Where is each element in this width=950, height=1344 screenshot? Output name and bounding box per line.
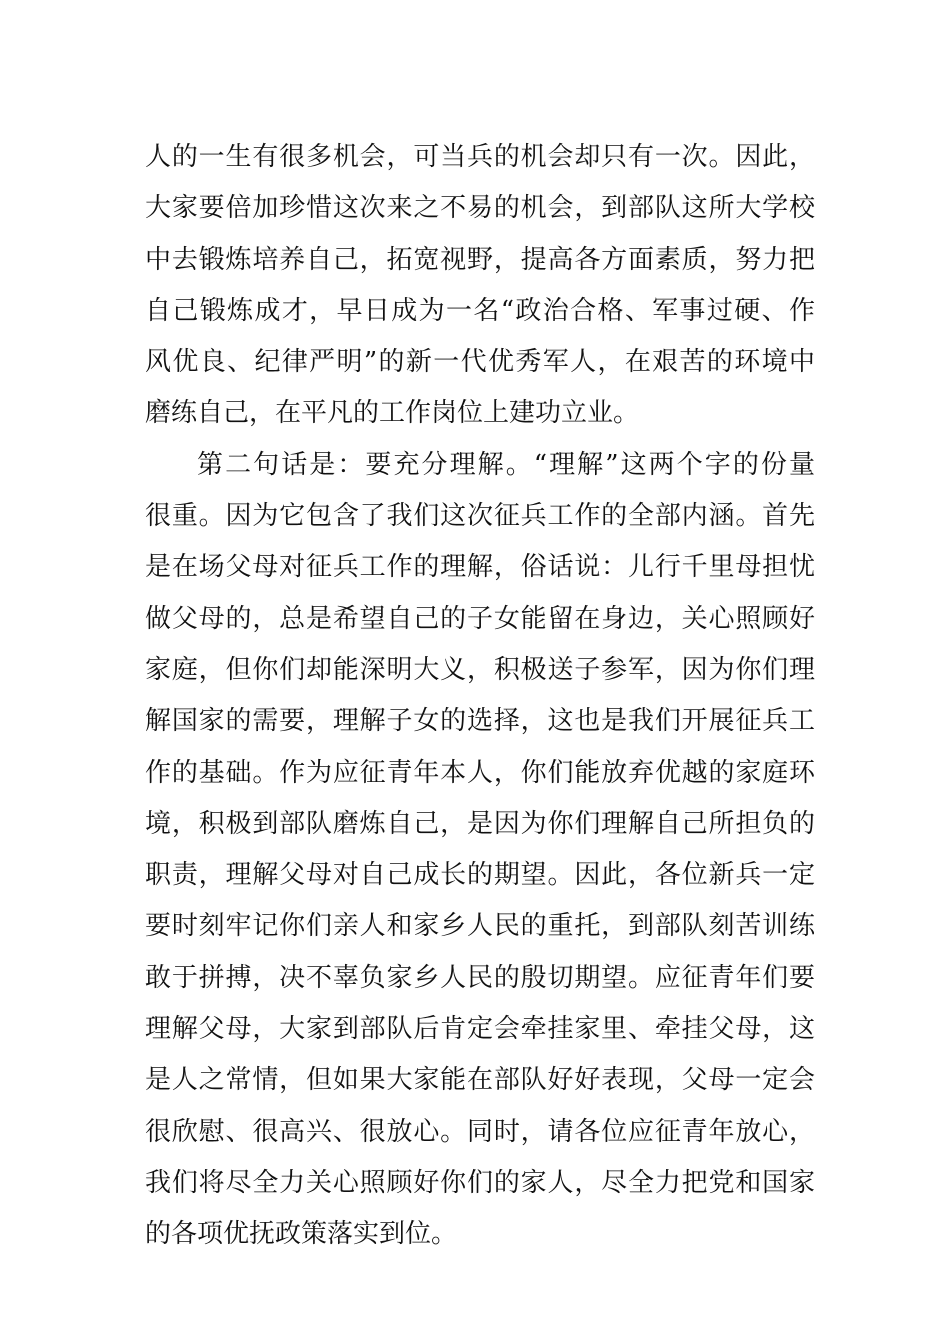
text-line: 很欣慰、很高兴、很放心。同时，请各位应征青年放心，: [145, 1116, 815, 1147]
text-line: 理解父母，大家到部队后肯定会牵挂家里、牵挂父母，这: [145, 1014, 815, 1045]
paragraph-2: [145, 440, 815, 1261]
text-line: 风优良、纪律严明”的新一代优秀军人，在艰苦的环境中: [145, 347, 815, 378]
text-line: 家庭，但你们却能深明大义，积极送子参军，因为你们理: [145, 654, 815, 685]
text-line: 要时刻牢记你们亲人和家乡人民的重托，到部队刻苦训练: [145, 911, 815, 942]
text-line: 中去锻炼培养自己，拓宽视野，提高各方面素质，努力把: [145, 244, 815, 275]
text-line: 是人之常情，但如果大家能在部队好好表现，父母一定会: [145, 1065, 815, 1096]
text-line: 职责，理解父母对自己成长的期望。因此，各位新兵一定: [145, 860, 815, 891]
text-line: 大家要倍加珍惜这次来之不易的机会，到部队这所大学校: [145, 193, 815, 224]
text-line: 解国家的需要，理解子女的选择，这也是我们开展征兵工: [145, 706, 815, 737]
text-line: 磨练自己，在平凡的工作岗位上建功立业。: [145, 398, 640, 429]
text-line: 做父母的，总是希望自己的子女能留在身边，关心照顾好: [145, 603, 815, 634]
paragraph-1: [145, 132, 815, 440]
text-line: 敢于拼搏，决不辜负家乡人民的殷切期望。应征青年们要: [145, 962, 815, 993]
text-line: 我们将尽全力关心照顾好你们的家人，尽全力把党和国家: [145, 1167, 815, 1198]
text-line: 第二句话是：要充分理解。“理解”这两个字的份量: [197, 449, 815, 480]
text-line: 人的一生有很多机会，可当兵的机会却只有一次。因此，: [145, 142, 815, 172]
text-line: 境，积极到部队磨炼自己，是因为你们理解自己所担负的: [145, 808, 815, 839]
text-line: 作的基础。作为应征青年本人，你们能放弃优越的家庭环: [145, 757, 815, 788]
body-text: [145, 132, 815, 1261]
text-line: 的各项优抚政策落实到位。: [145, 1219, 458, 1250]
text-line: 是在场父母对征兵工作的理解，俗话说：儿行千里母担忧: [145, 552, 815, 583]
text-line: 自己锻炼成才，早日成为一名“政治合格、军事过硬、作: [145, 295, 815, 326]
text-line: 很重。因为它包含了我们这次征兵工作的全部内涵。首先: [145, 501, 815, 532]
